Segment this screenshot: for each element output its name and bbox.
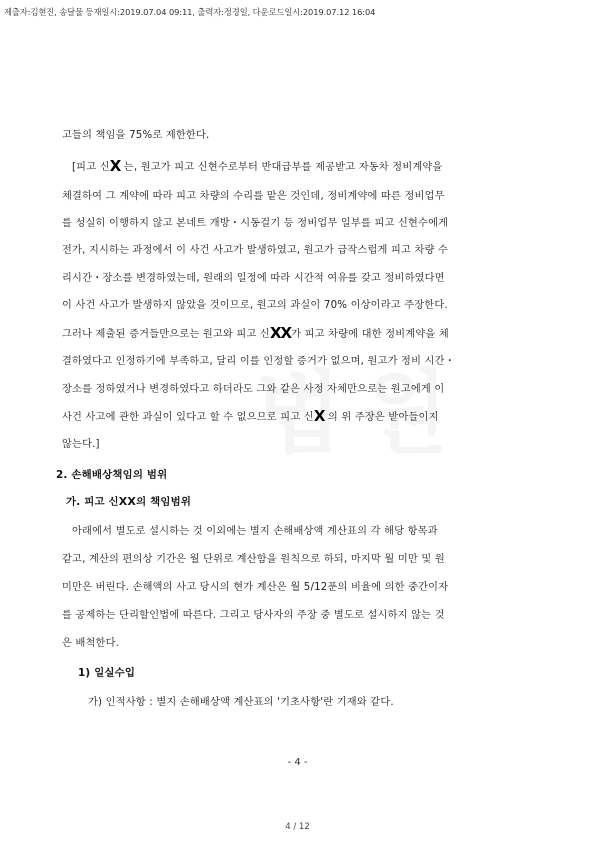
paragraph-line: 체결하여 그 계약에 따라 피고 차량의 수리를 맡은 것인데, 정비계약에 따른 정비업무 <box>62 191 445 202</box>
page-number-footer: - 4 - <box>287 757 308 768</box>
paragraph-line: 미만은 버린다. 손해액의 사고 당시의 현가 계산은 월 5/12푼의 비율에 의한 중간이자 <box>62 582 449 593</box>
paragraph-line: 를 성실히 이행하지 않고 본네트 개방・시동걸기 등 정비업무 일부를 피고 신현수에게 <box>62 218 449 229</box>
redaction-mark: X <box>109 157 121 175</box>
section-heading: 2. 손해배상책임의 범위 <box>56 469 168 481</box>
redaction-mark: XX <box>118 495 137 508</box>
paragraph-line: 결하였다고 인정하기에 부족하고, 달리 이를 인정할 증거가 없으며, 원고가 정비 시간・ <box>62 356 456 367</box>
paragraph-line: 를 공제하는 단리할인법에 따른다. 그리고 당사자의 주장 중 별도로 설시하지 않는 것 <box>62 610 445 621</box>
paragraph-line: 그러나 제출된 증거들만으로는 원고와 피고 신XX가 피고 차량에 대한 정비계약을 체 <box>62 324 449 342</box>
paragraph-line: 고들의 책임을 75%로 제한한다. <box>62 130 210 141</box>
paragraph-line: 리시간・장소를 변경하였는데, 원래의 일정에 따라 시간적 여유를 갖고 정비하였다면 <box>62 273 445 284</box>
paragraph-line: 아래에서 별도로 설시하는 것 이외에는 별지 손해배상액 계산표의 각 해당 항목과 <box>72 526 438 537</box>
page-header: 제출자:김현진, 송달물 등재일시:2019.07.04 09:11, 출력자:정경일, 다운로드일시:2019.07.12 16:04 <box>4 7 376 17</box>
paragraph-line: 같고, 계산의 편의상 기간은 월 단위로 계산함을 원칙으로 하되, 마지막 월 미만 및 원 <box>62 554 445 565</box>
paragraph-line: 은 배척한다. <box>62 638 120 649</box>
paragraph-line: 전가, 지시하는 과정에서 이 사건 사고가 발생하였고, 원고가 급작스럽게 피고 차량 수 <box>62 245 449 256</box>
paragraph-line: 장소를 정하였거나 변경하였다고 하더라도 그와 같은 사정 자체만으로는 원고에게 이 <box>62 384 445 395</box>
paragraph-line: 사건 사고에 관한 과실이 있다고 할 수 없으므로 피고 신X 의 위 주장은 받아들이지 <box>62 407 439 425</box>
paragraph-line: [피고 신X 는, 원고가 피고 신현수로부터 반대급부를 제공받고 자동차 정비계약을 <box>72 157 443 175</box>
paragraph-line: 가) 인적사항 : 별지 손해배상액 계산표의 '기초사항'란 기재와 같다. <box>88 697 394 708</box>
redaction-mark: XX <box>269 324 292 342</box>
page-counter: 4 / 12 <box>285 822 310 832</box>
subsection-heading: 가. 피고 신XX의 책임범위 <box>66 495 192 508</box>
item-heading: 1) 일실수입 <box>78 667 136 679</box>
paragraph-line: 이 사건 사고가 발생하지 않았을 것이므로, 원고의 과실이 70% 이상이라고 주장한다. <box>62 300 448 311</box>
redaction-mark: X <box>313 407 325 425</box>
paragraph-line: 않는다.] <box>62 439 100 450</box>
